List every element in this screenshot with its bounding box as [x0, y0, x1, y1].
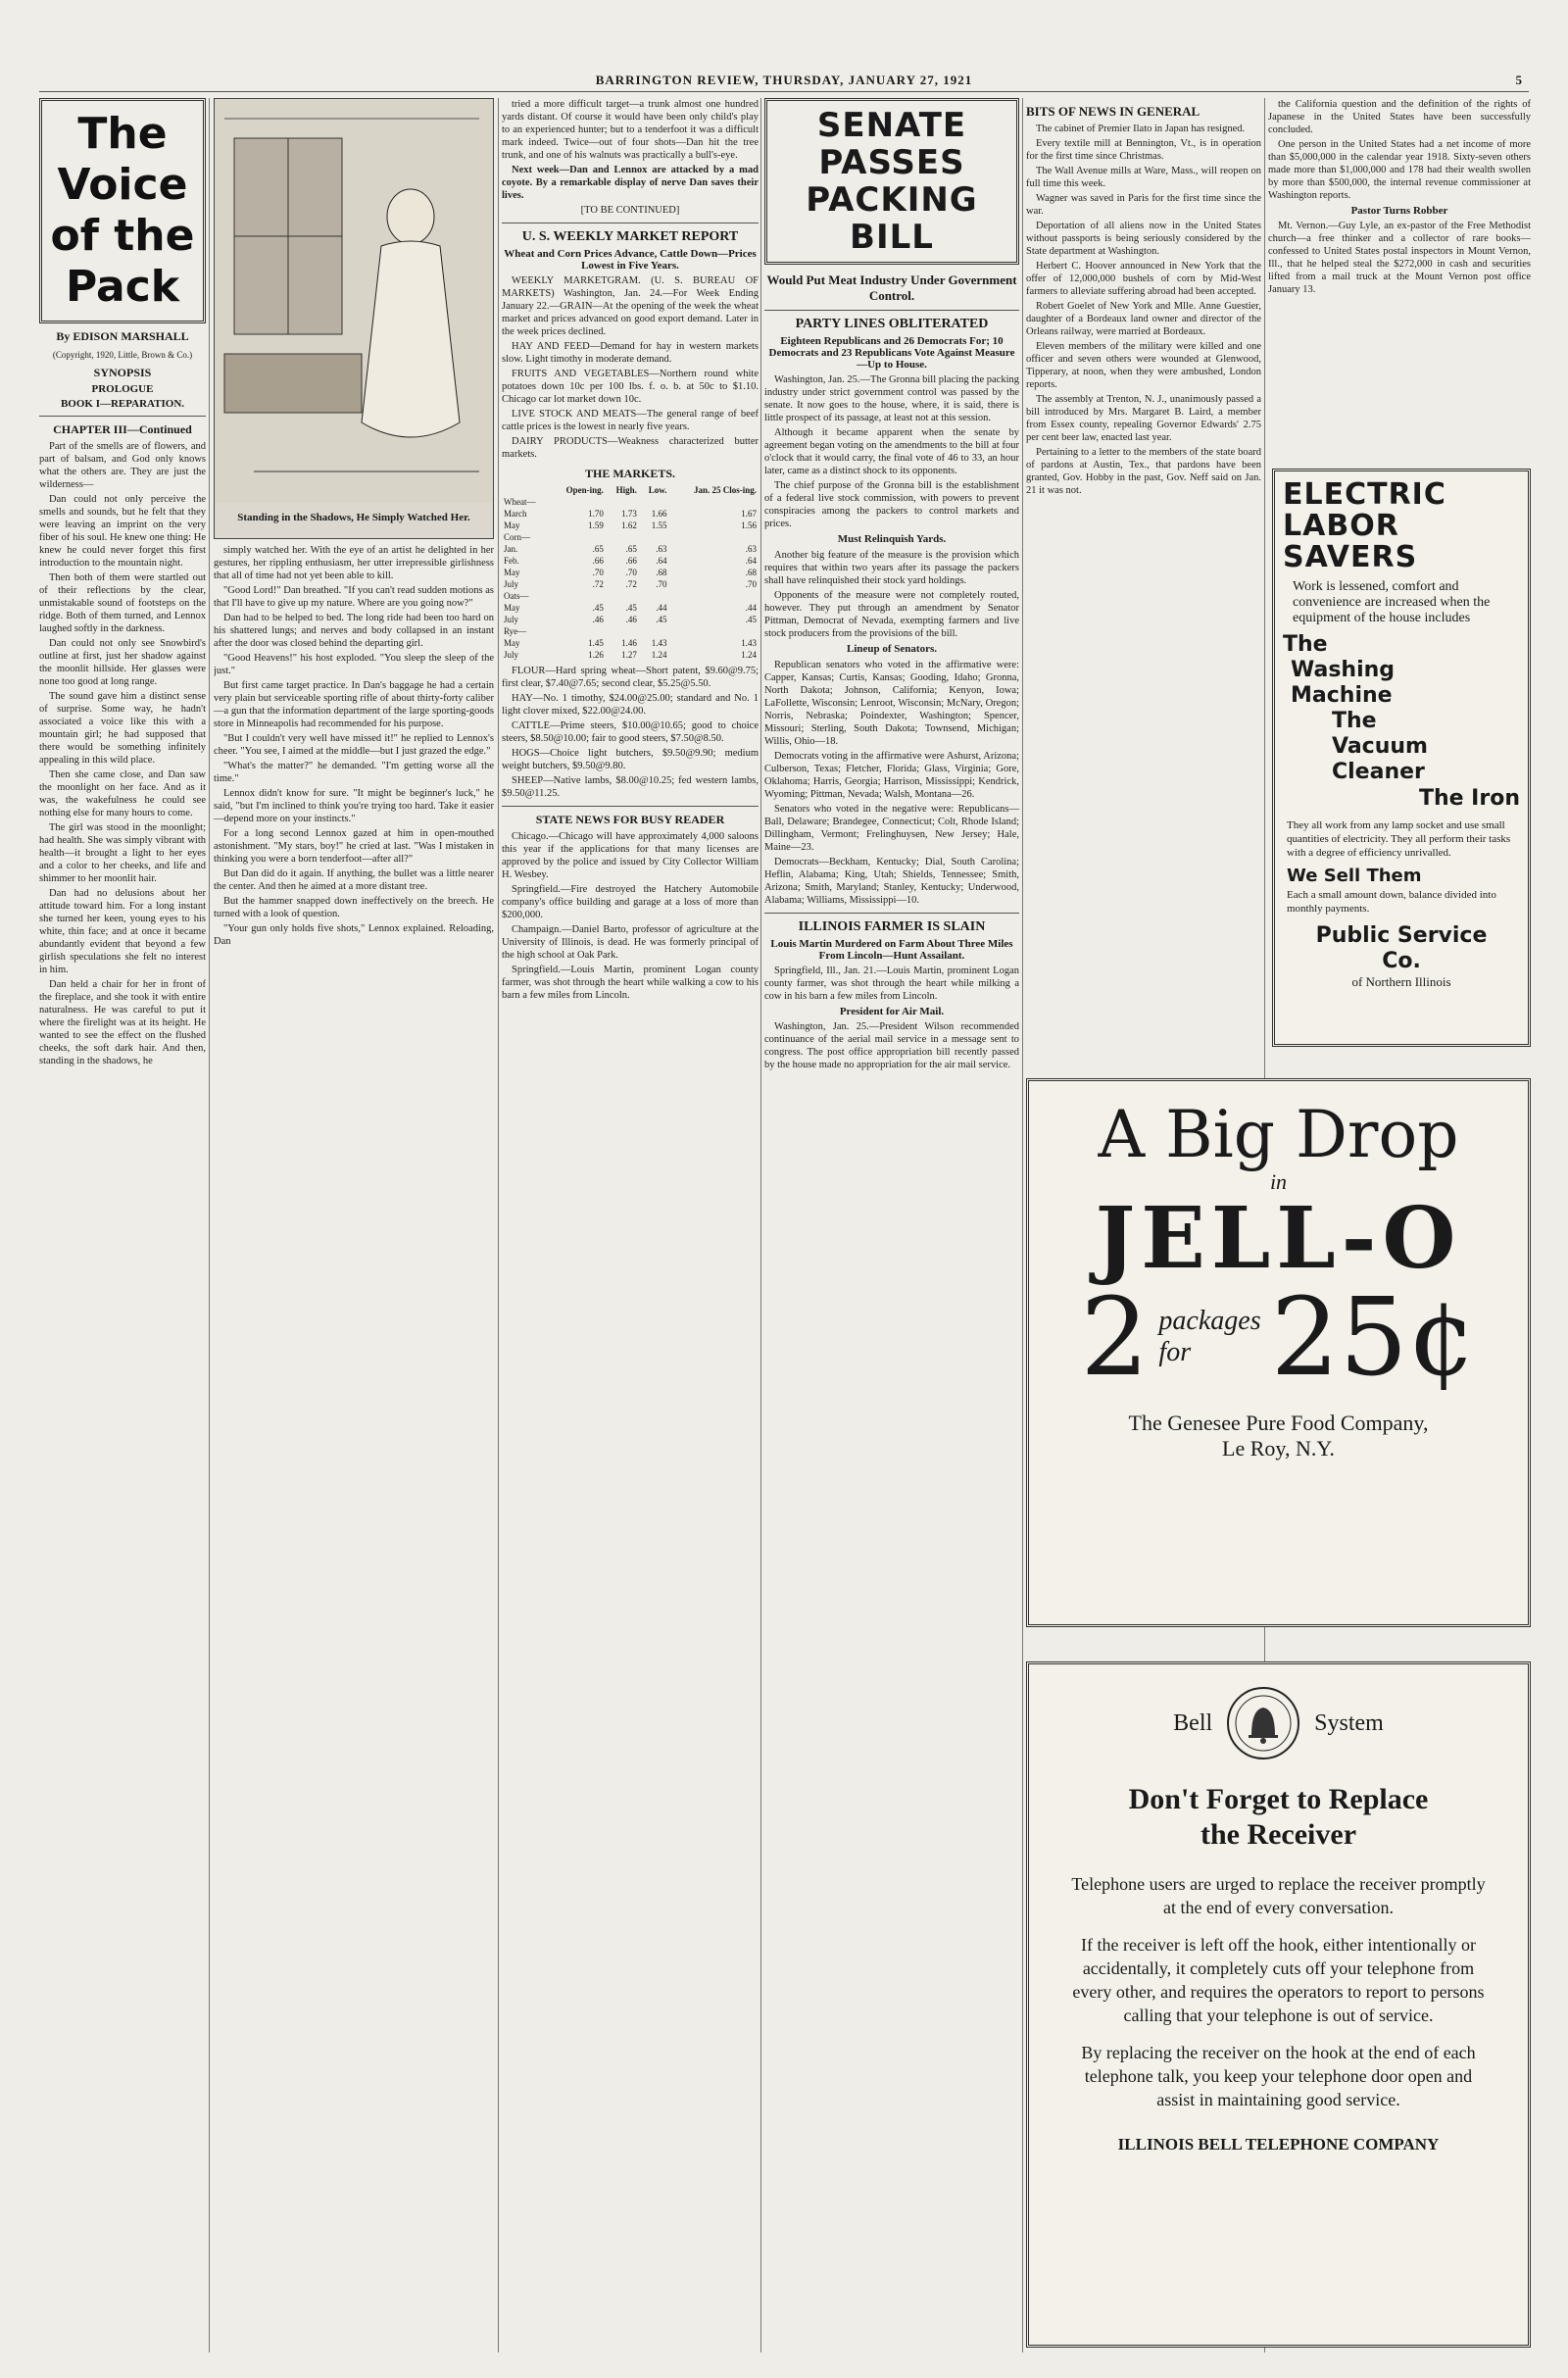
- senate-subhead: Would Put Meat Industry Under Government Control.: [766, 272, 1017, 303]
- senate-paragraph: Opponents of the measure were not completely routed, however. They put through an amendment by Senator Pittman, Democrat of Nevada, exempting farmers and live stock producers from the provisions of the bill.: [764, 590, 1019, 639]
- market-subhead: Wheat and Corn Prices Advance, Cattle Down—Prices Lowest in Five Years.: [504, 248, 757, 272]
- story-illustration: [214, 98, 494, 539]
- table-cell: .64: [656, 556, 667, 566]
- table-cell: .72: [592, 579, 604, 589]
- farmer-paragraph: Springfield, Ill., Jan. 21.—Louis Martin, prominent Logan county farmer, was shot through the heart while milking a cow in his barn a few miles from Lincoln.: [764, 966, 1019, 1002]
- lineup-paragraph: Democrats voting in the affirmative were Ashurst, Arizona; Culberson, Texas; Fletcher, Florida; Glass, Virginia; Gore, Oklahoma; Harris, Georgia; Harrison, Mississippi; Kendrick, Wyoming; Pittman, Nevada; Walsh, Montana—26.: [764, 751, 1019, 800]
- table-cell: .44: [656, 603, 667, 613]
- table-cell: .70: [656, 579, 667, 589]
- bell-ad: [1026, 1661, 1531, 2348]
- table-cell: 1.43: [741, 638, 757, 648]
- table-cell: [550, 496, 606, 508]
- illustration-caption: Standing in the Shadows, He Simply Watched Her.: [237, 512, 470, 523]
- lineup-paragraph: Democrats—Beckham, Kentucky; Dial, South Carolina; Heflin, Alabama; King, Utah; Shields, Tennessee; Smith, Arizona; Smith, Maryland; Stanley, Kentucky; Underwood, Alabama; Williams, Mississippi—10.: [764, 857, 1019, 906]
- jello-ad: [1026, 1078, 1531, 1627]
- table-cell: [606, 590, 639, 602]
- table-cell: [639, 625, 669, 637]
- serial-paragraph: For a long second Lennox gazed at him in open-mouthed astonishment. "My stars, boy!" he cried at last. "Was I mistaken in thinking you were a born tenderfoot—after all?": [214, 828, 494, 865]
- bell-logo-word2: System: [1314, 1709, 1384, 1736]
- table-cell: [606, 531, 639, 543]
- electric-item1: [1283, 632, 1520, 709]
- senate-deck2: Eighteen Republicans and 26 Democrats For; 10 Democrats and 23 Republicans Vote Against Measure—Up to House.: [768, 335, 1015, 371]
- market-paragraph: SHEEP—Native lambs, $8.00@10.25; fed western lambs, $9.50@11.25.: [502, 775, 759, 799]
- table-cell: 1.59: [588, 520, 604, 530]
- serial-body: [39, 440, 206, 1067]
- table-cell: [550, 625, 606, 637]
- serial-paragraph: Dan had no delusions about her attitude toward him. For a long instant she turned her keen, young eyes to his white, thin face; and at once it became abundantly evident that beyond a few girlish speculations she felt no interest in him.: [39, 888, 206, 975]
- table-row: [502, 531, 759, 543]
- market-paragraph: LIVE STOCK AND MEATS—The general range of beef cattle prices is the lowest in nearly five years.: [502, 409, 759, 432]
- lineup-paragraph: Senators who voted in the negative were: Republicans—Ball, Delaware; Brandegee, Connecticut; Colt, Rhode Island; Dillingham, Vermont; Frelinghuysen, New Jersey; Hale, Maine—23.: [764, 804, 1019, 853]
- masthead-title: BARRINGTON REVIEW, THURSDAY, JANUARY 27, 1921: [595, 73, 973, 87]
- table-cell: 1.24: [741, 650, 757, 660]
- table-cell: .46: [592, 615, 604, 624]
- serial-paragraph: "Good Heavens!" his host exploded. "You sleep the sleep of the just.": [214, 653, 494, 676]
- divider: [39, 416, 206, 417]
- serial-title-line1: The Voice: [57, 109, 188, 210]
- electric-headline-line3: SAVERS: [1283, 540, 1418, 574]
- table-cell: .45: [625, 603, 637, 613]
- bell-para3: By replacing the receiver on the hook at the end of each telephone talk, you keep your telephone door open and assist in maintaining good service.: [1081, 2043, 1476, 2109]
- serial-paragraph: The sound gave him a distinct sense of surprise. Some way, he hadn't associated a voice like this with a mountain girl; he had supposed that there would be something infinitely appealing in this wild place.: [39, 691, 206, 766]
- robber-paragraph: Mt. Vernon.—Guy Lyle, an ex-pastor of the Free Methodist church—a free thinker and a collector of rare books—confessed to United States postal inspectors in Mount Vernon, Ill., that he helped steal the $272,000 in cash and securities lifted from a mail truck at the Mount Vernon post office January 13.: [1268, 221, 1531, 295]
- table-cell: [668, 625, 759, 637]
- bell-headline-line1: Don't Forget to Replace: [1128, 1783, 1429, 1815]
- table-row: [502, 637, 759, 649]
- bits-paragraph: Eleven members of the military were killed and one officer and seven others were wounded at Glenwood, Tipperary, at noon, when they were ambushed, London reports.: [1026, 341, 1261, 390]
- serial-paragraph: Part of the smells are of flowers, and part of balsam, and God only knows what the others are. They are just the wilderness—: [39, 441, 206, 490]
- serial-paragraph: But first came target practice. In Dan's baggage he had a certain very plain but serviceable sporting rifle of about thirty-forty caliber—a gun that the information department of the large sporting-goods store in Minneapolis had recommended for his purpose.: [214, 680, 494, 729]
- table-cell: .44: [745, 603, 757, 613]
- table-row: [502, 625, 759, 637]
- jello-for: for: [1158, 1337, 1192, 1367]
- lineup-head: Lineup of Senators.: [847, 643, 937, 655]
- next-week-teaser: Next week—Dan and Lennox are attacked by a mad coyote. By a remarkable display of nerve Dan saves their lives.: [502, 165, 759, 201]
- table-cell: .66: [592, 556, 604, 566]
- market-headline: U. S. WEEKLY MARKET REPORT: [521, 229, 739, 244]
- senate-paragraph: Although it became apparent when the senate by agreement began voting on the amendments to the bill at four o'clock that it would carry, the final vote of 46 to 33, an hour later, came as a distinct shock to its opponents.: [764, 427, 1019, 476]
- table-cell: .46: [625, 615, 637, 624]
- table-cell: .64: [745, 556, 757, 566]
- senate-headline-box: [764, 98, 1019, 265]
- table-cell: 1.70: [588, 509, 604, 519]
- table-cell: Oats—: [504, 591, 529, 601]
- market-paragraph: FLOUR—Hard spring wheat—Short patent, $9.60@9.75; first clear, $7.40@7.65; second clear, $5.25@5.50.: [502, 666, 759, 689]
- table-row: [502, 578, 759, 590]
- table-cell: [550, 590, 606, 602]
- table-row: [502, 543, 759, 555]
- jello-price: 25¢: [1270, 1274, 1477, 1400]
- table-cell: Jan.: [504, 544, 518, 554]
- bell-logo-row: [1058, 1684, 1498, 1762]
- table-cell: May: [504, 520, 520, 530]
- senate-body: [764, 373, 1019, 907]
- table-cell: July: [504, 615, 519, 624]
- table-row: [502, 508, 759, 520]
- table-cell: 1.73: [621, 509, 637, 519]
- market-body: [502, 274, 759, 461]
- serial-paragraph: But the hammer snapped down ineffectively on the breech. He turned with a look of question.: [214, 896, 494, 919]
- table-cell: .66: [625, 556, 637, 566]
- jello-packages: packages: [1158, 1306, 1261, 1336]
- page-number: 5: [1515, 73, 1523, 87]
- serial-paragraph: "Your gun only holds five shots," Lennox explained. Reloading, Dan: [214, 923, 494, 947]
- bits-paragraph: Wagner was saved in Paris for the first time since the war.: [1026, 193, 1261, 217]
- airmail-paragraph: Washington, Jan. 25.—President Wilson recommended continuance of the aerial mail service in a message sent to congress. The post office appropriation bill recently passed by the house made no appropriation for the air mail service.: [764, 1021, 1019, 1070]
- bits-body: [1026, 123, 1261, 497]
- table-cell: [550, 531, 606, 543]
- electric-item2-line3: Cleaner: [1332, 760, 1425, 784]
- bits-paragraph: Every textile mill at Bennington, Vt., is in operation for the first time since Christmas.: [1026, 138, 1261, 162]
- table-cell: 1.27: [621, 650, 637, 660]
- table-row: [502, 555, 759, 567]
- market-paragraph: HAY AND FEED—Demand for hay in western markets slow. Light timothy in moderate demand.: [502, 341, 759, 365]
- table-cell: 1.67: [741, 509, 757, 519]
- market-after: [502, 665, 759, 800]
- bits-paragraph: Pertaining to a letter to the members of the state board of pardons at Austin, Tex., that pardons have been granted, Gov. Hobby in the past, Gov. Neff said on Jan. 21 it was not.: [1026, 447, 1261, 496]
- table-cell: .63: [745, 544, 757, 554]
- table-cell: .65: [625, 544, 637, 554]
- book-head: BOOK I—REPARATION.: [60, 398, 185, 410]
- market-paragraph: WEEKLY MARKETGRAM. (U. S. BUREAU OF MARKETS) Washington, Jan. 24.—For Week Ending January 22.—GRAIN—At the opening of the week the wheat market and prices advanced on good export demand. Later in the week prices declined.: [502, 275, 759, 337]
- table-cell: .70: [745, 579, 757, 589]
- electric-ad-headline: [1283, 479, 1520, 573]
- jello-company: The Genesee Pure Food Company,: [1128, 1411, 1429, 1435]
- senate-paragraph: Washington, Jan. 25.—The Gronna bill placing the packing industry under strict government control was passed by the senate. It now goes to the house, where, it is said, there is little prospect of its passage, at least not at this session.: [764, 374, 1019, 423]
- senate-deck: PARTY LINES OBLITERATED: [795, 317, 989, 331]
- table-cell: March: [504, 509, 527, 519]
- markets-table-header-cell: Low.: [648, 485, 667, 495]
- jello-location: Le Roy, N.Y.: [1222, 1436, 1335, 1461]
- serial-paragraph: "Good Lord!" Dan breathed. "If you can't read sudden motions as that I'll have to give up my nature. Where are you going now?": [214, 585, 494, 609]
- table-cell: May: [504, 603, 520, 613]
- table-cell: July: [504, 650, 519, 660]
- markets-table-header-cell: Jan. 25 Clos-ing.: [693, 485, 757, 495]
- senate-headline-line1: SENATE PASSES: [816, 106, 967, 182]
- jello-line1: A Big Drop: [1098, 1097, 1459, 1172]
- table-cell: [639, 531, 669, 543]
- electric-item2-line1: The: [1332, 709, 1377, 733]
- table-cell: 1.46: [621, 638, 637, 648]
- electric-company-line3: of Northern Illinois: [1351, 974, 1451, 989]
- table-cell: 1.26: [588, 650, 604, 660]
- bits-col2: [1268, 98, 1531, 451]
- serial-paragraph: Dan could not only perceive the smells and sounds, but he felt that they were leaving an imprint on the very fiber of his soul. He knew one thing: He knew he could never forget this first introduction to the mountain night.: [39, 494, 206, 569]
- divider: [764, 310, 1019, 311]
- markets-table-body: [502, 496, 759, 661]
- must-relinquish-head: Must Relinquish Yards.: [837, 533, 947, 545]
- table-row: [502, 649, 759, 661]
- masthead: [39, 73, 1529, 92]
- chapter-head: CHAPTER III—Continued: [53, 422, 192, 436]
- state-news-paragraph: Chicago.—Chicago will have approximately 4,000 saloons this year if the applications for that many licenses are approved by the police and issued by City Collector William H. Wesbey.: [502, 831, 759, 880]
- table-cell: 1.56: [741, 520, 757, 530]
- jello-brand: JELL-O: [1095, 1189, 1462, 1288]
- divider: [764, 913, 1019, 914]
- electric-sell-text: Each a small amount down, balance divided into monthly payments.: [1287, 889, 1496, 915]
- electric-company-line1: Public Service: [1315, 923, 1488, 948]
- bits-column: [1026, 98, 1261, 931]
- bell-logo-word1: Bell: [1173, 1709, 1213, 1736]
- jello-line2: in: [1269, 1169, 1288, 1194]
- market-paragraph: CATTLE—Prime steers, $10.00@10.65; good to choice steers, $8.50@10.00; fair to good steers, $7.50@8.50.: [502, 720, 759, 744]
- table-cell: .45: [745, 615, 757, 624]
- state-news-headline: STATE NEWS FOR BUSY READER: [535, 813, 725, 826]
- table-cell: [639, 496, 669, 508]
- bits-paragraph: Deportation of all aliens now in the United States without passports is being seriously considered by the State department at Washington.: [1026, 221, 1261, 257]
- serial-byline: By EDISON MARSHALL: [56, 329, 189, 343]
- serial-paragraph: The girl was stood in the moonlight; had health. She was simply vibrant with health—it brought a light to her eyes and a color to her cheeks, and life and shimmer to her moonlit hair.: [39, 822, 206, 884]
- serial-paragraph: Dan could not only see Snowbird's outline at first, just her shadow against the moonlit hillside. Her glasses were none too good at long range.: [39, 638, 206, 687]
- electric-desc: They all work from any lamp socket and use small quantities of electricity. They all perform their tasks with a degree of efficiency unrivalled.: [1287, 819, 1511, 859]
- serial-continued-body: [214, 544, 494, 948]
- table-row: [502, 590, 759, 602]
- electric-ad: [1272, 469, 1531, 1047]
- table-row: [502, 602, 759, 614]
- table-cell: Feb.: [504, 556, 519, 566]
- bits-paragraph: Herbert C. Hoover announced in New York that the offer of 12,000,000 bushels of corn by Mid-West farmers to alleviate suffering abroad had been accepted.: [1026, 261, 1261, 297]
- table-cell: .45: [656, 615, 667, 624]
- state-news-paragraph: Springfield.—Fire destroyed the Hatchery Automobile company's office building and garage at a loss of more than $200,000.: [502, 884, 759, 920]
- market-paragraph: HOGS—Choice light butchers, $9.50@9.90; medium weight butchers, $9.50@9.80.: [502, 748, 759, 771]
- table-cell: 1.24: [651, 650, 667, 660]
- table-row: [502, 520, 759, 531]
- bits-paragraph: The assembly at Trenton, N. J., unanimously passed a bill introduced by Mrs. Margaret B. Laird, a member from Essex county, repealing Governor Edwards' 2.75 per cent beer law, enacted last year.: [1026, 394, 1261, 443]
- market-paragraph: DAIRY PRODUCTS—Weakness characterized butter markets.: [502, 436, 759, 460]
- column-rule: [760, 98, 761, 2353]
- market-column: [502, 98, 759, 2353]
- electric-item1-line3: Machine: [1291, 683, 1393, 708]
- electric-sell-head: We Sell Them: [1287, 866, 1422, 886]
- serial-title-line2: of the Pack: [50, 211, 195, 312]
- market-paragraph: HAY—No. 1 timothy, $24.00@25.00; standard and No. 1 light clover mixed, $22.00@24.00.: [502, 693, 759, 717]
- table-cell: [668, 590, 759, 602]
- senate-headline-line2: PACKING BILL: [806, 180, 978, 257]
- bits-paragraph: the California question and the definition of the rights of Japanese in the United States have been successfully concluded.: [1268, 99, 1531, 135]
- robber-body: [1268, 220, 1531, 296]
- serial-title-box: [39, 98, 206, 323]
- table-row: [502, 496, 759, 508]
- to-be-continued: [TO BE CONTINUED]: [580, 205, 680, 216]
- electric-item1-line2: Washing: [1291, 658, 1396, 682]
- table-cell: .70: [592, 568, 604, 577]
- airmail-body: [764, 1020, 1019, 1071]
- table-cell: .68: [656, 568, 667, 577]
- bits-col2-body: [1268, 98, 1531, 202]
- column-rule: [1022, 98, 1023, 2353]
- bits-paragraph: Robert Goelet of New York and Mlle. Anne Guestier, daughter of a Bordeaux land owner and director of the Orleans railway, were married at Bordeaux.: [1026, 301, 1261, 337]
- serial-paragraph: Dan had to be helped to bed. The long ride had been too hard on his shattered lungs; and nerves and body collapsed in an instant after the door was closed behind the departing girl.: [214, 613, 494, 649]
- senate-paragraph: Another big feature of the measure is the provision which requires that within two years after its passage the packers shall have relinquished their stock yard holdings.: [764, 550, 1019, 586]
- table-row: [502, 567, 759, 578]
- market-paragraph: FRUITS AND VEGETABLES—Northern round white potatoes down 10c per 100 lbs. f. o. b. at 50c to $1.10. Chicago car lot market down 10c.: [502, 369, 759, 405]
- table-cell: [668, 496, 759, 508]
- table-cell: 1.55: [651, 520, 667, 530]
- senate-column: [764, 98, 1019, 2353]
- electric-company: [1283, 923, 1520, 974]
- serial-paragraph: simply watched her. With the eye of an artist he delighted in her gestures, her rippling enthusiasm, her utter irrepressible girlishness that all of time had not yet been able to kill.: [214, 545, 494, 581]
- bits-headline: BITS OF NEWS IN GENERAL: [1026, 104, 1200, 119]
- farmer-body: [764, 965, 1019, 1003]
- farmer-headline: ILLINOIS FARMER IS SLAIN: [798, 919, 986, 934]
- electric-item1-line1: The: [1283, 632, 1328, 657]
- bell-logo-icon: [1224, 1684, 1302, 1762]
- serial-paragraph: Lennox didn't know for sure. "It might be beginner's luck," he said, "but I'm inclined to think you're trying too hard. Take it easier—depend more on your instincts.": [214, 788, 494, 824]
- table-cell: 1.62: [621, 520, 637, 530]
- state-news-paragraph: Springfield.—Louis Martin, prominent Logan county farmer, was shot through the heart while walking a cow to his barn a few miles from Lincoln.: [502, 965, 759, 1001]
- bell-para1: Telephone users are urged to replace the receiver promptly at the end of every conversation.: [1071, 1874, 1486, 1917]
- bell-headline-line2: the Receiver: [1200, 1818, 1357, 1851]
- table-cell: .72: [625, 579, 637, 589]
- electric-item3: The Iron: [1418, 786, 1520, 811]
- airmail-head: President for Air Mail.: [839, 1006, 945, 1017]
- markets-table: [502, 484, 759, 661]
- electric-item2-line2: Vacuum: [1332, 734, 1428, 759]
- bell-company: ILLINOIS BELL TELEPHONE COMPANY: [1117, 2135, 1440, 2154]
- lineup-paragraph: Republican senators who voted in the affirmative were: Capper, Kansas; Curtis, Kansas; Gooding, Idaho; Gronna, North Dakota; Johnson, California; Kenyon, Iowa; LaFollette, Wisconsin; Lenroot, Wisconsin; McNary, Oregon; Norris, Nebraska; Poindexter, Washington; Spencer, Missouri; Sterling, South Dakota; Townsend, Michigan; Willis, Ohio—18.: [764, 660, 1019, 747]
- markets-table-header-cell: Open-ing.: [565, 485, 604, 495]
- table-cell: May: [504, 568, 520, 577]
- serial-paragraph: "But I couldn't very well have missed it!" he replied to Lennox's cheer. "You see, I aimed at the middle—but I just grazed the edge.": [214, 733, 494, 757]
- jello-packages-for: [1158, 1306, 1260, 1368]
- electric-item2: [1283, 709, 1520, 785]
- jello-package-count: 2: [1080, 1274, 1150, 1400]
- markets-table-header: [502, 484, 759, 496]
- serial-copyright: (Copyright, 1920, Little, Brown & Co.): [52, 350, 193, 360]
- story-end: [502, 98, 759, 217]
- synopsis-head: SYNOPSIS: [93, 366, 152, 379]
- table-row: [502, 614, 759, 625]
- column-rule: [498, 98, 499, 2353]
- table-cell: .65: [592, 544, 604, 554]
- table-cell: July: [504, 579, 519, 589]
- bits-paragraph: One person in the United States had a net income of more than $5,000,000 in the calendar year 1918. Sixty-seven others made more than $1,000,000 and 178 had their wealth swollen by more than $500,000, the internal revenue commissioner at Washington reports.: [1268, 139, 1531, 201]
- illustration-drawing: [215, 99, 493, 503]
- table-cell: Corn—: [504, 532, 530, 542]
- bits-paragraph: The cabinet of Premier Ilato in Japan has resigned.: [1036, 124, 1246, 134]
- table-cell: .68: [745, 568, 757, 577]
- senate-paragraph: The chief purpose of the Gronna bill is the establishment of a federal live stock commission, with powers to prevent conspiracies among the packers to control markets and prices.: [764, 480, 1019, 529]
- markets-table-header-cell: [502, 484, 550, 496]
- table-cell: [606, 625, 639, 637]
- table-cell: [668, 531, 759, 543]
- table-cell: [606, 496, 639, 508]
- state-news-body: [502, 830, 759, 1002]
- column-rule: [209, 98, 210, 2353]
- serial-paragraph: Then both of them were startled out of their reflections by the clear, unmistakable sound of footsteps on the ridge. Both of them turned, and Lennox laughed softly in the darkness.: [39, 572, 206, 634]
- table-cell: [639, 590, 669, 602]
- electric-headline-line2: LABOR: [1283, 509, 1399, 543]
- electric-company-line2: Co.: [1382, 949, 1421, 973]
- electric-headline-line1: ELECTRIC: [1283, 477, 1446, 512]
- divider: [502, 806, 759, 807]
- table-cell: May: [504, 638, 520, 648]
- table-cell: 1.43: [651, 638, 667, 648]
- jello-price-row: [1039, 1274, 1518, 1400]
- state-news-paragraph: Champaign.—Daniel Barto, professor of agriculture at the University of Illinois, is dead. He was formerly principal of the high school at Oak Park.: [502, 924, 759, 961]
- prologue-head: PROLOGUE: [91, 383, 154, 395]
- robber-head: Pastor Turns Robber: [1350, 205, 1448, 217]
- table-cell: .45: [592, 603, 604, 613]
- serial-column: [39, 98, 206, 2353]
- bell-para2: If the receiver is left off the hook, either intentionally or accidentally, it completely cuts off your telephone from every other, and requires the operators to report to persons calling that your telephone is out of service.: [1072, 1935, 1485, 2025]
- serial-paragraph: But Dan did do it again. If anything, the bullet was a little nearer the center. And then he aimed at a more distant tree.: [214, 868, 494, 892]
- table-cell: Rye—: [504, 626, 527, 636]
- markets-table-header-cell: High.: [615, 485, 637, 495]
- serial-paragraph: Dan held a chair for her in front of the fireplace, and she took it with entire naturalness. He was careful to put it where the firelight was at its height. He wanted to see the effect on the flushed cheeks, the soft dark hair. And then, standing in the shadows, he: [39, 979, 206, 1066]
- serial-continued-column: [214, 544, 494, 2353]
- table-cell: 1.45: [588, 638, 604, 648]
- electric-intro: Work is lessened, comfort and convenience are increased when the equipment of the house includes: [1293, 579, 1491, 625]
- table-cell: 1.66: [651, 509, 667, 519]
- table-cell: .70: [625, 568, 637, 577]
- farmer-subhead: Louis Martin Murdered on Farm About Three Miles From Lincoln—Hunt Assailant.: [770, 938, 1013, 962]
- markets-table-title: THE MARKETS.: [584, 467, 675, 480]
- bits-paragraph: The Wall Avenue mills at Ware, Mass., will reopen on full time this week.: [1026, 166, 1261, 189]
- serial-paragraph: "What's the matter?" he demanded. "I'm getting worse all the time.": [214, 761, 494, 784]
- serial-paragraph: Then she came close, and Dan saw the moonlight on her face. And as it was, the wakefulness he could see nothing else for many hours to come.: [39, 769, 206, 818]
- table-cell: Wheat—: [504, 497, 536, 507]
- table-cell: .63: [656, 544, 667, 554]
- bell-headline: [1058, 1782, 1498, 1853]
- story-paragraph: tried a more difficult target—a trunk almost one hundred yards distant. Of course it would have been only child's play to an experienced hunter; but to a tenderfoot it was a difficult mark indeed. Twice—out of four shots—Dan hit the tree trunk, and one of his walnuts was practically a bull's-eye.: [502, 99, 759, 161]
